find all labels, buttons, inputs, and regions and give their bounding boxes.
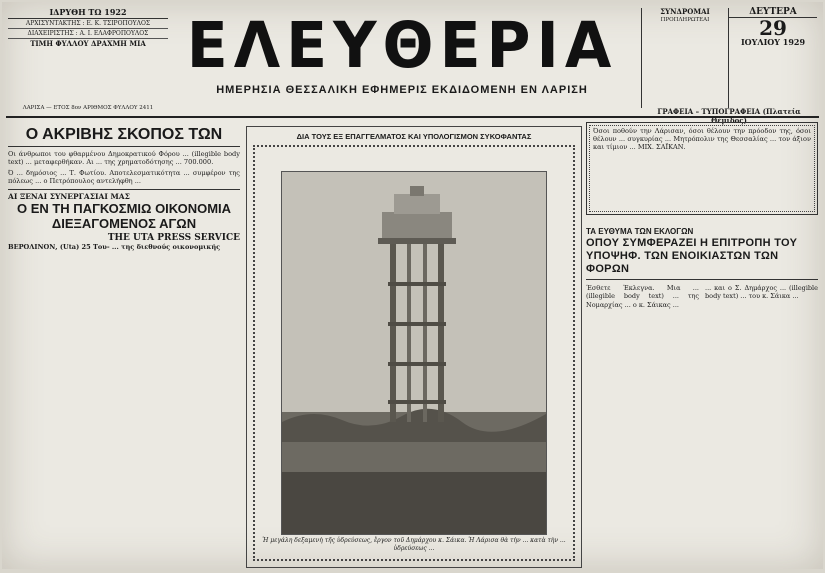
left-paragraph-1: Οι άνθρωποι του φθαρμένου Δημοκρατικού Φόρου ... (illegible body text) ... μεταφερθήκαν. Αι ... της χρηματοδότησης ... 700.000. bbox=[8, 150, 240, 167]
newspaper-page bbox=[2, 2, 823, 569]
water-tower-photo bbox=[281, 171, 547, 535]
right-headline: ΟΠΟΥ ΣΥΜΦΕΡΑΖΕΙ Η ΕΠΙΤΡΟΠΗ ΤΟΥ ΥΠΟΨΗΦ. ΤΩΝ ΕΝΟΙΚΙΑΣΤΩΝ ΤΩΝ ΦΟΡΩΝ bbox=[586, 237, 818, 280]
newspaper-title: ΕΛΕΥΘΕΡΙΑ bbox=[186, 9, 618, 83]
price-line: ΤΙΜΗ ΦΥΛΛΟΥ ΔΡΑΧΜΗ ΜΙΑ bbox=[30, 39, 146, 48]
photo-panel-title: ΔΙΑ ΤΟΥΣ ΕΞ ΕΠΑΓΓΕΛΜΑΤΟΣ ΚΑΙ ΥΠΟΛΟΓΙΣΜΟΝ ΣΥΚΟΦΑΝΤΑΣ bbox=[296, 132, 532, 141]
right-body-col-b: ... και ο Σ. Δημάρχος ... (illegible body text) ... του κ. Σάικα ... bbox=[705, 284, 818, 301]
issue-line: ΛΑΡΙΣΑ — ΕΤΟΣ 8ον ΑΡΙΘΜΟΣ ΦΥΛΛΟΥ 2411 bbox=[22, 105, 154, 111]
newspaper-subtitle: ΗΜΕΡΗΣΙΑ ΘΕΣΣΑΛΙΚΗ ΕΦΗΜΕΡΙΣ ΕΚΔΙΔΟΜΕΝΗ ΕΝ ΛΑΡΙΣΗ bbox=[216, 84, 588, 96]
masthead bbox=[6, 6, 819, 125]
left-paragraph-2: Ό ... δημόσιος ... Τ. Φωτίου. Αποτελεσματικότητα ... συμφέρον της πόλεως ... ο Πετρόπουλος αντελήφθη ... bbox=[8, 168, 240, 186]
date-box bbox=[729, 8, 817, 108]
left-headline-2b: ΔΙΕΞΑΓΟΜΕΝΟΣ ΑΓΩΝ bbox=[51, 215, 197, 231]
boxed-notice: Όσοι ποθούν την Λάρισαν, όσοι θέλουν την πρόοδον της, όσοι θέλουν ... συγκυρίας ... Μητρόπολιν της Θεσσαλίας ... τον άξιον και τίμιον ... ΜΙΧ. ΣΑΪΚΑΝ. bbox=[586, 122, 818, 215]
photo-caption: Ἡ μεγάλη δεξαμενὴ τῆς ὑδρεύσεως, ἔργον τοῦ Δημάρχου κ. Σάικα. Ἡ Λάρισα θὰ τὴν ... κατὰ τὴν ... ὑδρεύσεως ... bbox=[262, 537, 566, 552]
subscriptions-title: ΣΥΝΔΡΟΜΑΙ bbox=[660, 7, 710, 16]
date-number: 29 bbox=[759, 16, 787, 40]
dateline: ΒΕΡΟΛΙΝΟΝ, (Uta) 25 Του- ... της διεθνούς οικονομικής bbox=[8, 242, 221, 251]
weekday: ΔΕΥΤΕΡΑ bbox=[729, 8, 817, 18]
press-service: THE UTA PRESS SERVICE bbox=[107, 232, 240, 243]
water-tower-illustration bbox=[282, 172, 546, 534]
right-body-col-a: Έσθετε Έκλεγνα. Μια ... (illegible body text) ... της Νομαρχίας ... ο κ. Σάικας ... bbox=[586, 284, 699, 309]
right-column bbox=[586, 122, 818, 566]
month-year: ΙΟΥΛΙΟΥ 1929 bbox=[740, 37, 806, 47]
founding-year: ΙΔΡΥΘΗ ΤΩ 1922 bbox=[8, 8, 168, 19]
office-line: ΓΡΑΦΕΙΑ – ΤΥΠΟΓΡΑΦΕΙΑ (Πλατεία Θέμιδος) bbox=[657, 107, 801, 125]
left-headline-2a: Ο ΕΝ ΤΗ ΠΑΓΚΟΣΜΙΩ ΟΙΚΟΝΟΜΙΑ bbox=[16, 200, 232, 216]
left-column bbox=[8, 126, 240, 566]
director-line: ΑΡΧΙΣΥΝΤΑΚΤΗΣ : Ε. Κ. ΤΣΙΡΟΠΟΥΛΟΣ bbox=[8, 19, 168, 29]
left-headline: Ο ΑΚΡΙΒΗΣ ΣΚΟΠΟΣ ΤΩΝ bbox=[8, 126, 240, 147]
subscriptions-box bbox=[641, 8, 729, 108]
manager-line: ΔΙΑΧΕΙΡΙΣΤΗΣ : Α. Ι. ΕΛΑΦΡΟΠΟΥΛΟΣ bbox=[8, 29, 168, 39]
left-kicker: ΑΙ ΞΕΝΑΙ ΣΥΝΕΡΓΑΣΙΑΙ ΜΑΣ bbox=[8, 189, 240, 201]
center-photo-panel bbox=[246, 126, 582, 568]
right-body-columns bbox=[586, 284, 818, 309]
right-subheading: ΤΑ ΕΥΘΥΜΑ ΤΩΝ ΕΚΛΟΓΩΝ bbox=[586, 227, 694, 236]
masthead-info-box bbox=[8, 8, 168, 104]
subscriptions-sub: ΠΡΟΠΛΗΡΩΤΕΑΙ bbox=[660, 17, 710, 23]
